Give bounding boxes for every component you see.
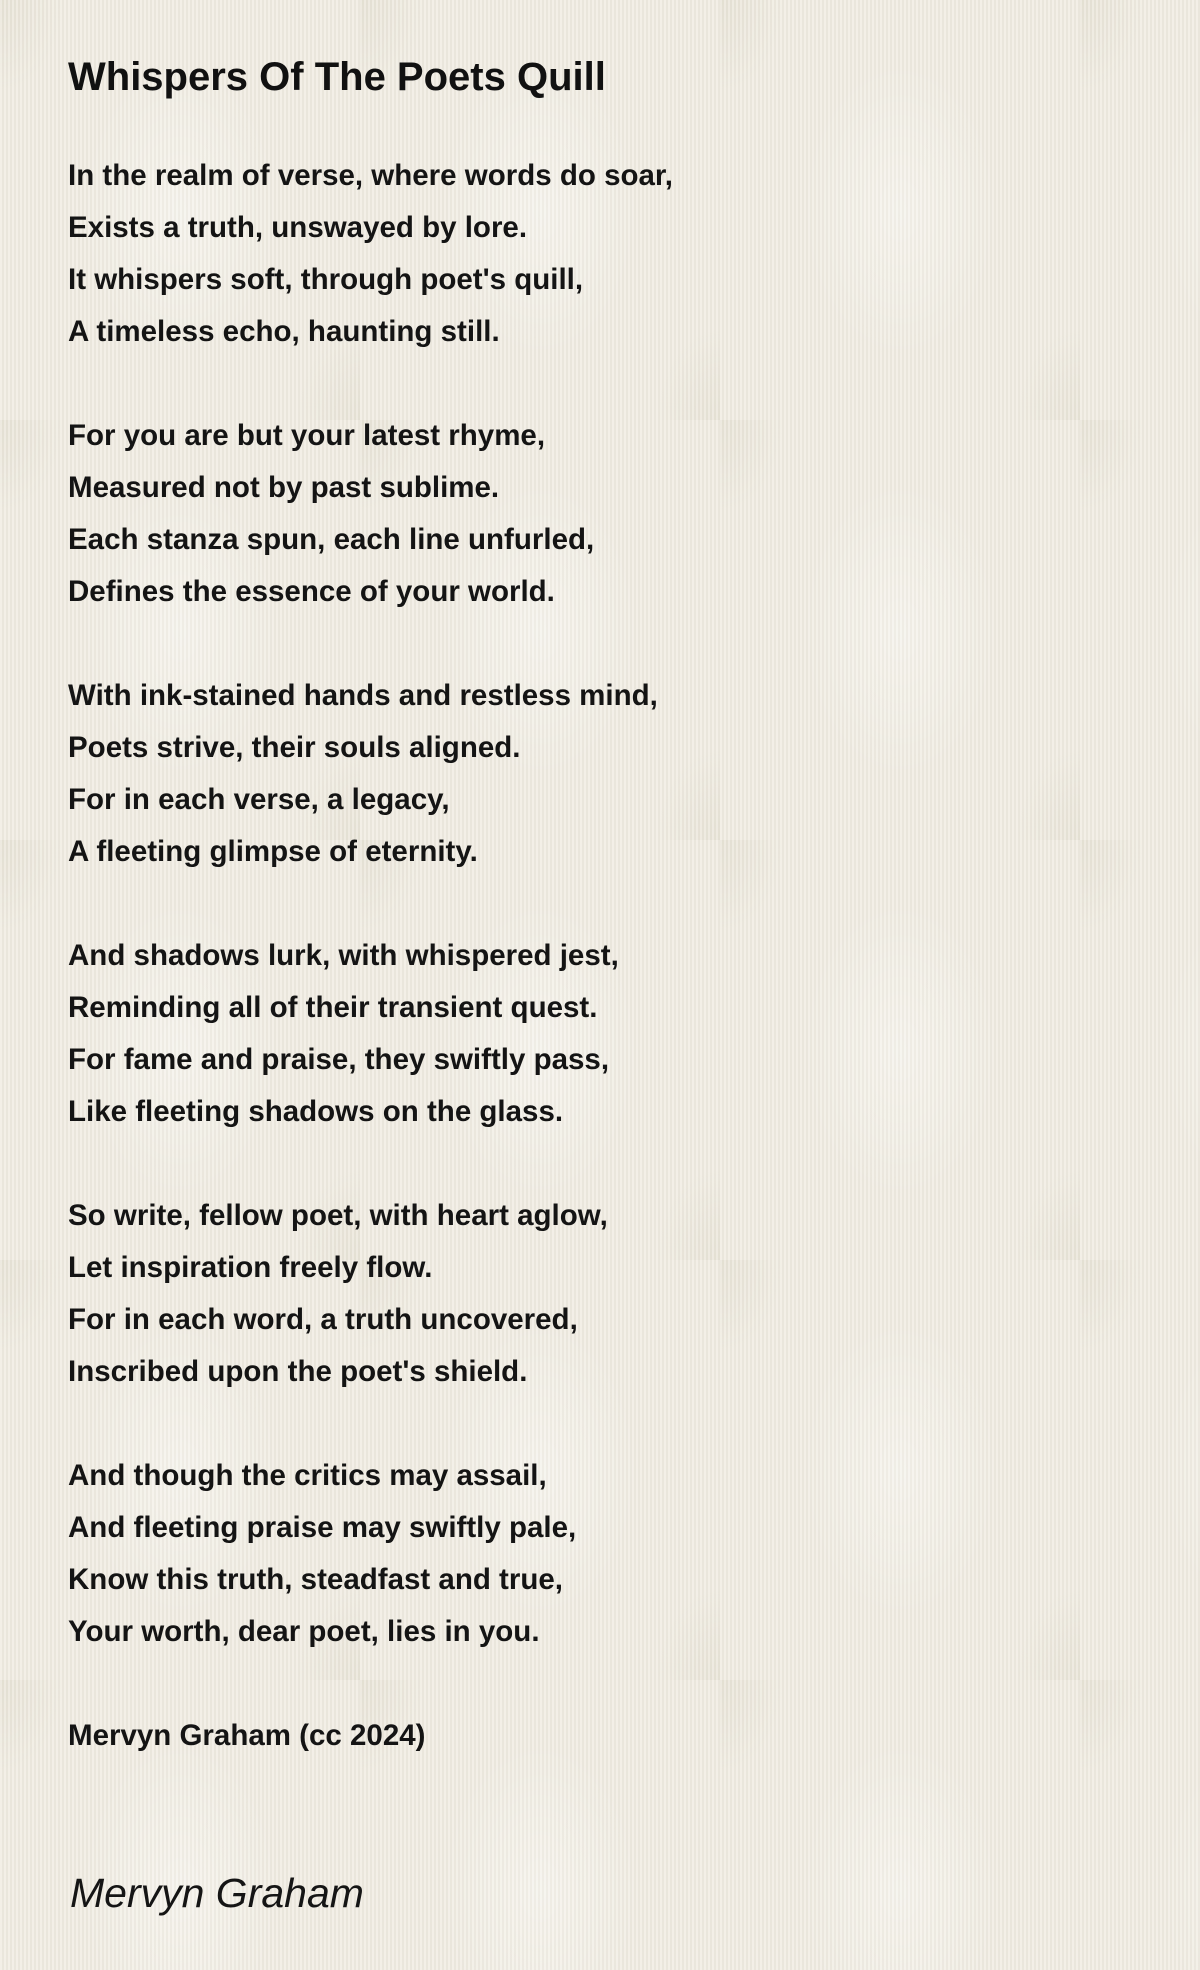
poem-line: Like fleeting shadows on the glass.	[68, 1095, 564, 1128]
poem-body	[68, 150, 1128, 1762]
stanza-5	[68, 1190, 1128, 1398]
poem-line: Your worth, dear poet, lies in you.	[68, 1615, 540, 1648]
poem-line: A timeless echo, haunting still.	[68, 315, 500, 348]
poem-line: And fleeting praise may swiftly pale,	[68, 1511, 577, 1544]
poem-line: Reminding all of their transient quest.	[68, 991, 598, 1024]
stanza-3	[68, 670, 1128, 878]
poem-line: For fame and praise, they swiftly pass,	[68, 1043, 610, 1076]
poem-line: It whispers soft, through poet's quill,	[68, 263, 584, 296]
poem-line: Measured not by past sublime.	[68, 471, 500, 504]
poem-line: For you are but your latest rhyme,	[68, 419, 546, 452]
poem-line: Poets strive, their souls aligned.	[68, 731, 521, 764]
poem-line: A fleeting glimpse of eternity.	[68, 835, 478, 868]
poem-line: Each stanza spun, each line unfurled,	[68, 523, 595, 556]
stanza-1	[68, 150, 1128, 358]
poem-line: So write, fellow poet, with heart aglow,	[68, 1199, 608, 1232]
poem-line: And though the critics may assail,	[68, 1459, 547, 1492]
author-signature: Mervyn Graham	[70, 1870, 364, 1916]
stanza-2	[68, 410, 1128, 618]
stanza-6	[68, 1450, 1128, 1658]
poem-title: Whispers Of The Poets Quill	[68, 55, 606, 99]
stanza-4	[68, 930, 1128, 1138]
poem-line: For in each word, a truth uncovered,	[68, 1303, 578, 1336]
poem-line: And shadows lurk, with whispered jest,	[68, 939, 619, 972]
poem-line: Let inspiration freely flow.	[68, 1251, 433, 1284]
poem-line: In the realm of verse, where words do soar,	[68, 159, 673, 192]
poem-line: Inscribed upon the poet's shield.	[68, 1355, 528, 1388]
poem-attribution: Mervyn Graham (cc 2024)	[68, 1719, 426, 1752]
poem-line: Know this truth, steadfast and true,	[68, 1563, 563, 1596]
poem-line: With ink-stained hands and restless mind,	[68, 679, 658, 712]
poem-line: Defines the essence of your world.	[68, 575, 555, 608]
poem-line: For in each verse, a legacy,	[68, 783, 450, 816]
poem-line: Exists a truth, unswayed by lore.	[68, 211, 528, 244]
